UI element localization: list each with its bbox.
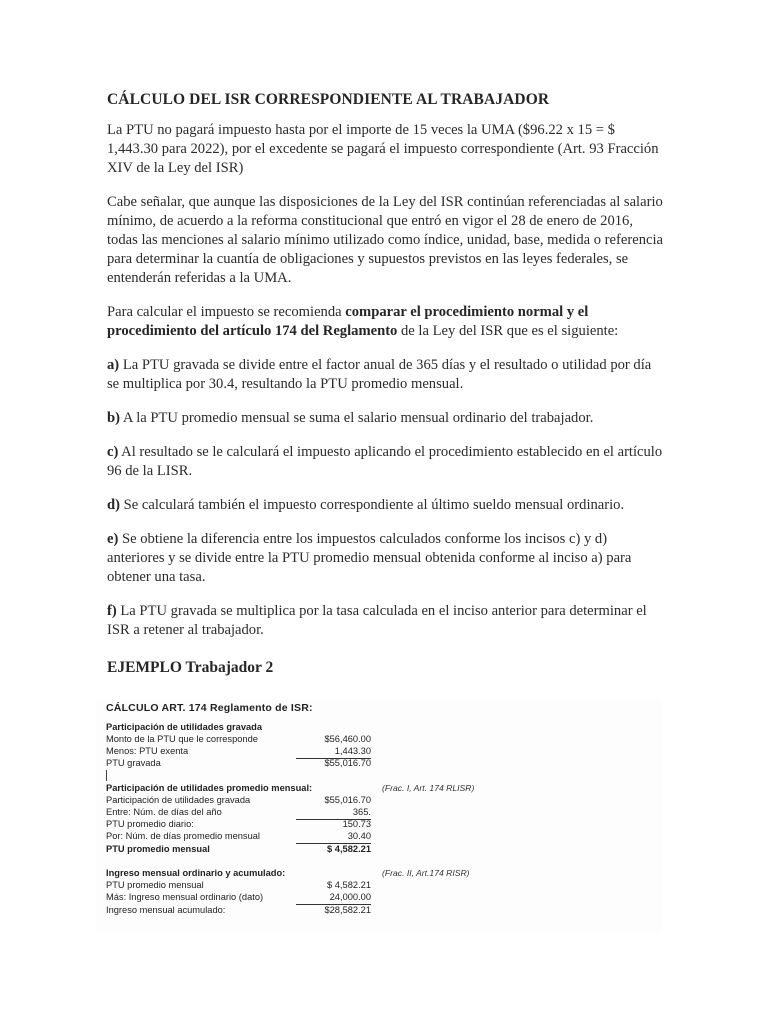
procedure-intro-bold: comparar el procedimiento normal y el procedimiento del artículo 174 del Reglamento bbox=[107, 304, 589, 339]
paragraph-procedure-intro bbox=[107, 303, 667, 341]
row-label: Ingreso mensual acumulado: bbox=[106, 905, 226, 915]
row-value: $ 4,582.21 bbox=[327, 880, 371, 890]
cell-cursor bbox=[106, 770, 107, 781]
step-e bbox=[107, 530, 667, 587]
table-row bbox=[106, 904, 646, 917]
row-value: $28,582.21 bbox=[324, 905, 371, 915]
sheet-title: CÁLCULO ART. 174 Reglamento de ISR: bbox=[106, 702, 313, 714]
row-label: Menos: PTU exenta bbox=[106, 746, 189, 756]
section-header: Participación de utilidades promedio mensual: bbox=[106, 783, 313, 793]
row-label: Entre: Núm. de días del año bbox=[106, 807, 222, 817]
row-value: $55,016.70 bbox=[324, 758, 371, 768]
calculation-spreadsheet bbox=[96, 700, 662, 932]
section-header: Ingreso mensual ordinario y acumulado: bbox=[106, 868, 286, 878]
table-row bbox=[106, 843, 646, 856]
step-b bbox=[107, 409, 667, 428]
step-letter: c) bbox=[107, 444, 119, 460]
step-text: La PTU gravada se multiplica por la tasa calculada en el inciso anterior para determinar el ISR a retener al trabajador. bbox=[107, 603, 647, 638]
example-heading: EJEMPLO Trabajador 2 bbox=[107, 659, 274, 676]
row-value: 1,443.30 bbox=[296, 745, 371, 759]
row-label: Por: Núm. de días promedio mensual bbox=[106, 831, 260, 841]
table-row bbox=[106, 757, 646, 770]
row-label: Monto de la PTU que le corresponde bbox=[106, 734, 258, 744]
step-text: Al resultado se le calculará el impuesto aplicando el procedimiento establecido en el artículo 96 de la LISR. bbox=[107, 444, 663, 479]
section-header: Participación de utilidades gravada bbox=[106, 722, 263, 732]
row-value: 365. bbox=[296, 806, 371, 820]
step-text: A la PTU promedio mensual se suma el salario mensual ordinario del trabajador. bbox=[119, 410, 594, 426]
row-value: 24,000.00 bbox=[296, 891, 371, 905]
document-heading: CÁLCULO DEL ISR CORRESPONDIENTE AL TRABAJADOR bbox=[107, 91, 550, 108]
step-letter: f) bbox=[107, 603, 117, 619]
step-c bbox=[107, 443, 667, 481]
row-value: $56,460.00 bbox=[324, 734, 371, 744]
row-value: $ 4,582.21 bbox=[327, 844, 371, 854]
paragraph-ptu-exemption: La PTU no pagará impuesto hasta por el importe de 15 veces la UMA ($96.22 x 15 = $ 1,443.30 para 2022), por el excedente se pagará el impuesto correspondiente (Art. 93 Fracción XIV de la Ley del ISR) bbox=[107, 122, 659, 176]
step-a bbox=[107, 356, 667, 394]
document-body bbox=[107, 90, 667, 689]
section-note: (Frac. II, Art.174 RISR) bbox=[382, 868, 470, 878]
table-row bbox=[106, 830, 646, 843]
row-value: $55,016.70 bbox=[324, 795, 371, 805]
procedure-intro-tail: de la Ley del ISR que es el siguiente: bbox=[397, 323, 619, 339]
step-text: Se calculará también el impuesto correspondiente al último sueldo mensual ordinario. bbox=[119, 497, 625, 513]
step-d bbox=[107, 496, 667, 515]
step-text: Se obtiene la diferencia entre los impuestos calculados conforme los incisos c) y d) anteriores y se divide entre la PTU promedio mensual obtenida conforme al inciso a) para obtener una tasa. bbox=[107, 531, 632, 585]
row-label: PTU promedio diario: bbox=[106, 819, 194, 829]
step-letter: d) bbox=[107, 497, 120, 513]
step-text: La PTU gravada se divide entre el factor anual de 365 días y el resultado o utilidad por día se multiplica por 30.4, resultando la PTU promedio mensual. bbox=[107, 357, 652, 392]
paragraph-uma-note: Cabe señalar, que aunque las disposiciones de la Ley del ISR continúan referenciadas al salario mínimo, de acuerdo a la reforma constitucional que entró en vigor el 28 de enero de 2016, todas las menciones al salario mínimo utilizado como índice, unidad, base, medida o referencia para determinar la cuantía de obligaciones y supuestos previstos en las leyes federales, se entenderán referidas a la UMA. bbox=[107, 194, 664, 286]
step-letter: b) bbox=[107, 410, 120, 426]
step-letter: e) bbox=[107, 531, 119, 547]
row-label: PTU gravada bbox=[106, 758, 161, 768]
row-label: PTU promedio mensual bbox=[106, 880, 204, 890]
row-label: PTU promedio mensual bbox=[106, 844, 210, 854]
section-note: (Frac. I, Art. 174 RLISR) bbox=[382, 783, 475, 793]
step-f bbox=[107, 602, 667, 640]
row-label: Participación de utilidades gravada bbox=[106, 795, 251, 805]
row-value: 150.73 bbox=[342, 819, 371, 829]
step-letter: a) bbox=[107, 357, 120, 373]
procedure-intro-text: Para calcular el impuesto se recomienda bbox=[107, 304, 346, 320]
row-value: 30.40 bbox=[296, 830, 371, 844]
row-label: Más: Ingreso mensual ordinario (dato) bbox=[106, 892, 264, 902]
table-row bbox=[106, 891, 646, 904]
